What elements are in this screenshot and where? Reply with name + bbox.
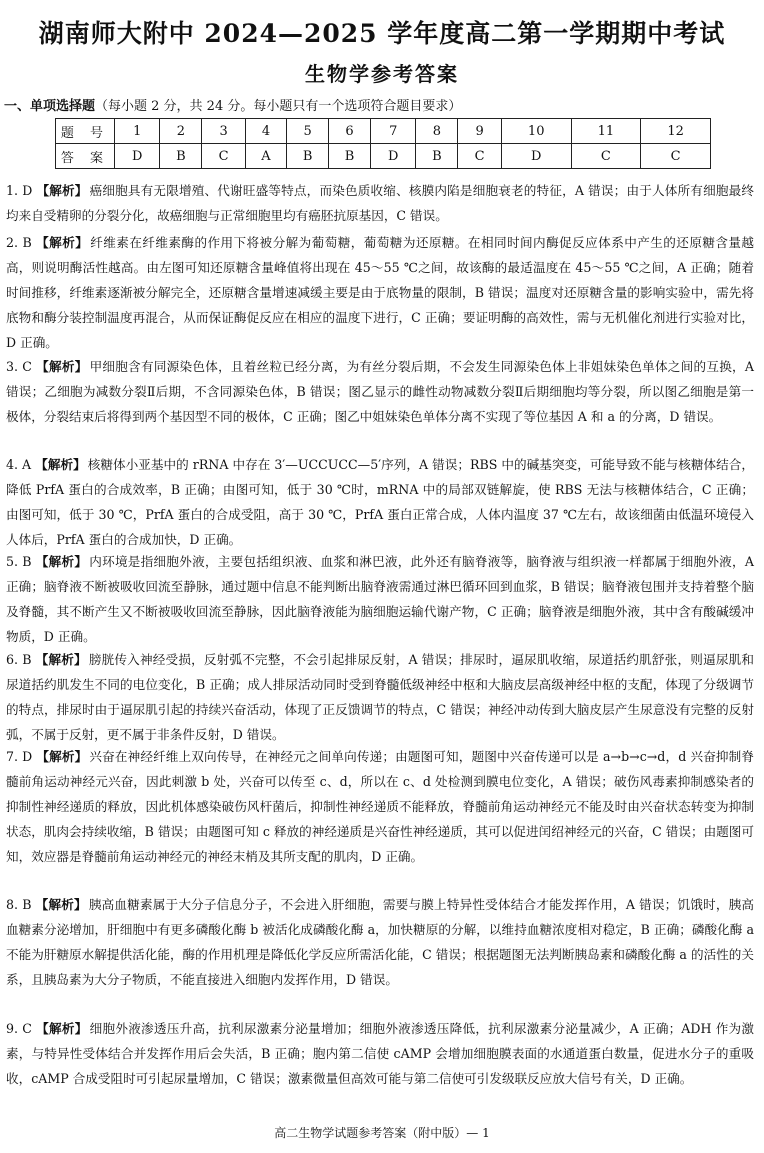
table-cell-number: 8 [416, 119, 458, 144]
analysis-tag: 【解析】 [35, 897, 87, 912]
analysis-tag: 【解析】 [35, 652, 87, 667]
item-number: 5. B [6, 554, 32, 569]
analysis-tag: 【解析】 [35, 554, 88, 569]
table-cell-number: 5 [287, 119, 329, 144]
table-cell-answer: C [202, 144, 246, 169]
item-text: 癌细胞具有无限增殖、代谢旺盛等特点，而染色质收缩、核膜内陷是细胞衰老的特征，A 错误；由于人体所有细胞最终均来自受精卵的分裂分化，故癌细胞与正常细胞里均有癌胚抗原基因，C 错误。 [6, 183, 754, 224]
explanation-item-4 [6, 452, 754, 552]
item-number: 6. B [6, 652, 32, 667]
item-text: 膀胱传入神经受损，反射弧不完整，不会引起排尿反射，A 错误；排尿时，逼尿肌收缩，尿道括约肌舒张，则逼尿肌和尿道括约肌发生不同的电位变化，B 正确；成人排尿活动同时受到脊髓低级神经中枢和大脑皮层高级神经中枢的支配，体现了分级调节的特点，排尿时由于逼尿肌引起的持续兴奋活动，体现了正反馈调节的特点，C 错误；神经冲动传到大脑皮层产生尿意没有完整的反射弧，不属于反射，更不属于非条件反射，D 错误。 [6, 652, 754, 743]
table-cell-number: 6 [329, 119, 371, 144]
row-label-number: 题 号 [56, 119, 115, 144]
table-cell-number: 7 [371, 119, 416, 144]
table-cell-answer: B [160, 144, 202, 169]
table-cell-answer: B [416, 144, 458, 169]
item-text: 内环境是指细胞外液，主要包括组织液、血浆和淋巴液，此外还有脑脊液等，脑脊液与组织液一样都属于细胞外液，A 正确；脑脊液不断被吸收回流至静脉，通过题中信息不能判断出脑脊液需通过淋巴循环回到血浆，B 错误；脑脊液包围并支持着整个脑及脊髓，其不断产生又不断被吸收回流至静脉，因此脑脊液能为脑细胞运输代谢产物，C 正确；脑脊液是细胞外液，其中含有酸碱缓冲物质，D 正确。 [6, 554, 754, 645]
explanation-item-8 [6, 892, 754, 992]
table-cell-number: 10 [501, 119, 571, 144]
item-number: 7. D [6, 749, 33, 764]
table-cell-answer: B [329, 144, 371, 169]
item-number: 4. A [6, 457, 32, 472]
item-text: 细胞外液渗透压升高，抗利尿激素分泌量增加；细胞外液渗透压降低，抗利尿激素分泌量减少，A 正确；ADH 作为激素，与特异性受体结合并发挥作用后会失活，B 正确；胞内第二信使 cAMP 会增加细胞膜表面的水通道蛋白数量，促进水分子的重吸收，cAMP 合成受阻时可引起尿量增加，C 错误；激素微量但高效可能与第二信使可引发级联反应放大信号有关，D 正确。 [6, 1021, 755, 1087]
analysis-tag: 【解析】 [35, 359, 88, 374]
table-cell-answer: D [115, 144, 160, 169]
explanation-item-6 [6, 647, 754, 747]
item-text: 胰高血糖素属于大分子信息分子，不会进入肝细胞，需要与膜上特异性受体结合才能发挥作用，A 错误；饥饿时，胰高血糖素分泌增加，肝细胞中有更多磷酸化酶 b 被活化成磷酸化酶 a，加快糖原的分解，以维持血糖浓度相对稳定，B 正确；磷酸化酶 a 不能为肝糖原水解提供活化能，酶的作用机理是降低化学反应所需活化能，C 错误；根据题图无法判断胰岛素和磷酸化酶 a 的活性的关系，且胰岛素为大分子物质，不能直接进入细胞内发挥作用，D 错误。 [6, 897, 754, 988]
table-cell-answer: C [458, 144, 502, 169]
analysis-tag: 【解析】 [36, 749, 88, 764]
explanation-item-5 [6, 549, 754, 649]
item-text: 核糖体小亚基中的 rRNA 中存在 3′—UCCUCC—5′序列，A 错误；RBS 中的碱基突变，可能导致不能与核糖体结合，降低 PrfA 蛋白的合成效率，B 正确；由图可知，低于 30 ℃时，mRNA 中的局部双链解旋，使 RBS 无法与核糖体结合，C 正确；由图可知，低于 30 ℃，PrfA 蛋白的合成受阻，高于 30 ℃，PrfA 蛋白正常合成，人体内温度 37 ℃左右，故该细菌由低温环境侵入人体后，PrfA 蛋白的合成加快，D 正确。 [6, 457, 754, 548]
item-text: 兴奋在神经纤维上双向传导，在神经元之间单向传递；由题图可知，题图中兴奋传递可以是 a→b→c→d，d 兴奋抑制脊髓前角运动神经元兴奋，因此刺激 b 处，兴奋可以传至 c、d，所以在 c、d 处检测到膜电位变化，A 错误；破伤风毒素抑制感染者的抑制性神经递质的释放，因此机体感染破伤风杆菌后，抑制性神经递质不能释放，脊髓前角运动神经元不能及时由兴奋状态转变为抑制状态，肌肉会持续收缩，B 错误；由题图可知 c 释放的神经递质是兴奋性神经递质，其可以促进闰绍神经元的兴奋，C 错误；由题图可知，效应器是脊髓前角运动神经元的神经末梢及其所支配的肌肉，D 正确。 [6, 749, 754, 865]
analysis-tag: 【解析】 [36, 183, 88, 198]
section-label: 一、单项选择题 [4, 99, 96, 114]
item-number: 1. D [6, 183, 33, 198]
table-cell-answer: D [501, 144, 571, 169]
item-text: 甲细胞含有同源染色体，且着丝粒已经分离，为有丝分裂后期，不会发生同源染色体上非姐妹染色单体之间的互换，A 错误；乙细胞为减数分裂Ⅱ后期，不含同源染色体，B 错误；图乙显示的雌性动物减数分裂Ⅱ后期细胞均等分裂，所以图乙细胞是第一极体，分裂结束后将得到两个基因型不同的极体，C 正确；图乙中姐妹染色单体分离不实现了等位基因 A 和 a 的分离，D 错误。 [6, 359, 754, 425]
explanation-item-1 [6, 178, 754, 228]
page-footer: 高二生物学试题参考答案（附中版）— 1 [274, 1126, 490, 1140]
table-cell-number: 3 [202, 119, 246, 144]
explanation-item-2 [6, 230, 754, 355]
table-cell-number: 1 [115, 119, 160, 144]
page-title: 湖南师大附中 2024—2025 学年度高二第一学期期中考试 [38, 19, 726, 48]
table-cell-number: 2 [160, 119, 202, 144]
row-label-answer: 答 案 [56, 144, 115, 169]
item-number: 9. C [6, 1021, 32, 1036]
analysis-tag: 【解析】 [35, 235, 89, 250]
explanation-item-3 [6, 354, 754, 429]
item-number: 8. B [6, 897, 32, 912]
table-cell-answer: D [371, 144, 416, 169]
explanation-item-9 [6, 1016, 754, 1091]
analysis-tag: 【解析】 [35, 1021, 88, 1036]
item-text: 纤维素在纤维素酶的作用下将被分解为葡萄糖，葡萄糖为还原糖。在相同时间内酶促反应体系中产生的还原糖含量越高，则说明酶活性越高。由左图可知还原糖含量峰值将出现在 45～55 ℃之间，故该酶的最适温度在 45～55 ℃之间，A 正确；随着时间推移，纤维素逐渐被分解完全，还原糖含量增速减缓主要是由于底物量的限制，B 错误；温度对还原糖含量的影响实验中，需先将底物和酶分装控制温度再混合，从而保证酶促反应在相应的温度下进行，C 正确；要证明酶的高效性，需与无机催化剂进行实验对比，D 正确。 [6, 235, 755, 351]
page-subtitle: 生物学参考答案 [305, 62, 459, 86]
answer-table-answer-row [56, 144, 711, 169]
item-number: 3. C [6, 359, 32, 374]
explanation-item-7 [6, 744, 754, 869]
table-cell-answer: C [641, 144, 711, 169]
analysis-tag: 【解析】 [35, 457, 86, 472]
section-note: （每小题 2 分，共 24 分。每小题只有一个选项符合题目要求） [95, 99, 462, 114]
answer-table-number-row [56, 119, 711, 144]
item-number: 2. B [6, 235, 32, 250]
table-cell-number: 4 [245, 119, 286, 144]
section-heading [4, 95, 461, 114]
table-cell-number: 12 [641, 119, 711, 144]
table-cell-number: 11 [571, 119, 641, 144]
table-cell-answer: C [571, 144, 641, 169]
table-cell-answer: B [287, 144, 329, 169]
table-cell-answer: A [245, 144, 286, 169]
answer-table [55, 118, 711, 169]
table-cell-number: 9 [458, 119, 502, 144]
